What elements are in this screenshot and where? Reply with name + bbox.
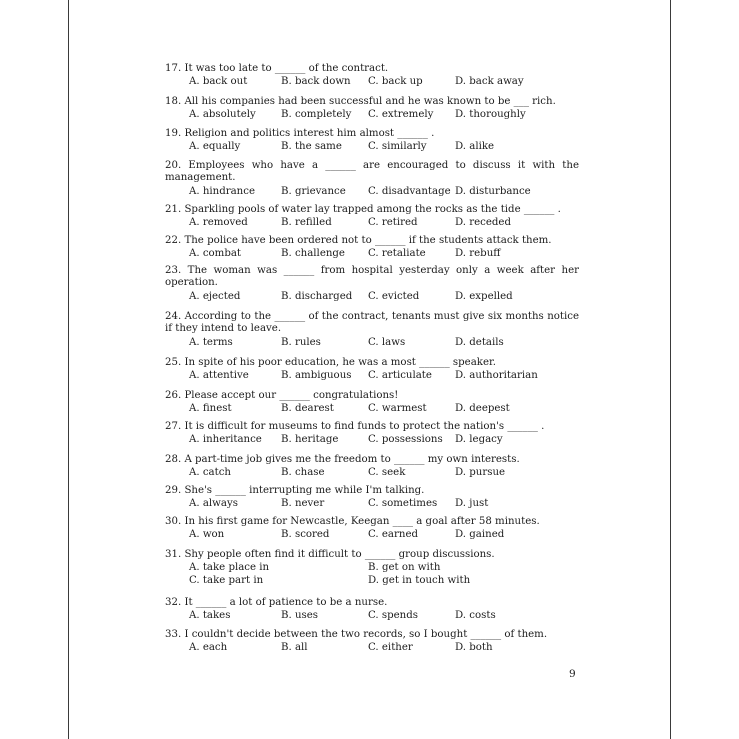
answer-option: D. get in touch with xyxy=(368,575,471,586)
answer-option: D. alike xyxy=(455,141,495,152)
question-stem: 33. I couldn't decide between the two records, so I bought ______ of them. xyxy=(165,629,548,640)
answer-option: C. sometimes xyxy=(368,498,438,509)
answer-option: A. terms xyxy=(189,337,233,348)
answer-option: A. inheritance xyxy=(189,434,262,445)
answer-option: C. evicted xyxy=(368,291,420,302)
answer-option: C. similarly xyxy=(368,141,427,152)
answer-option: C. take part in xyxy=(189,575,264,586)
answer-option: B. all xyxy=(281,642,308,653)
answer-option: A. removed xyxy=(189,217,248,228)
question-stem: 30. In his first game for Newcastle, Keegan ____ a goal after 58 minutes. xyxy=(165,516,540,527)
answer-option: A. catch xyxy=(189,467,231,478)
answer-option: C. warmest xyxy=(368,403,427,414)
document-page xyxy=(68,0,671,739)
answer-option: B. rules xyxy=(281,337,321,348)
answer-option: D. gained xyxy=(455,529,505,540)
question-stem: 19. Religion and politics interest him almost ______ . xyxy=(165,128,435,139)
answer-option: A. ejected xyxy=(189,291,241,302)
question-stem: 21. Sparkling pools of water lay trapped among the rocks as the tide ______ . xyxy=(165,204,561,215)
answer-option: C. spends xyxy=(368,610,418,621)
answer-option: A. each xyxy=(189,642,228,653)
answer-option: A. finest xyxy=(189,403,232,414)
answer-option: C. articulate xyxy=(368,370,432,381)
answer-option: B. back down xyxy=(281,76,351,87)
answer-option: B. grievance xyxy=(281,186,346,197)
answer-option: B. heritage xyxy=(281,434,339,445)
question-stem: 27. It is difficult for museums to find funds to protect the nation's ______ . xyxy=(165,421,545,432)
question-stem: 24. According to the ______ of the contract, tenants must give six months notice if they intend to leave. xyxy=(165,311,579,334)
question-stem: 26. Please accept our ______ congratulations! xyxy=(165,390,399,401)
answer-option: A. combat xyxy=(189,248,242,259)
answer-option: A. always xyxy=(189,498,238,509)
question-stem: 17. It was too late to ______ of the contract. xyxy=(165,63,389,74)
question-stem: 20. Employees who have a ______ are encouraged to discuss it with the management. xyxy=(165,160,579,183)
answer-option: B. chase xyxy=(281,467,325,478)
question-list xyxy=(69,0,670,739)
answer-option: D. disturbance xyxy=(455,186,531,197)
answer-option: D. just xyxy=(455,498,489,509)
answer-option: A. take place in xyxy=(189,562,270,573)
answer-option: C. seek xyxy=(368,467,406,478)
answer-option: C. earned xyxy=(368,529,418,540)
question-stem: 18. All his companies had been successful and he was known to be ___ rich. xyxy=(165,96,556,107)
answer-option: D. expelled xyxy=(455,291,513,302)
answer-option: C. back up xyxy=(368,76,423,87)
answer-option: B. uses xyxy=(281,610,319,621)
answer-option: B. the same xyxy=(281,141,342,152)
answer-option: D. details xyxy=(455,337,504,348)
question-stem: 23. The woman was ______ from hospital yesterday only a week after her operation. xyxy=(165,265,579,288)
answer-option: C. extremely xyxy=(368,109,434,120)
answer-option: B. discharged xyxy=(281,291,353,302)
answer-option: C. either xyxy=(368,642,413,653)
answer-option: A. won xyxy=(189,529,225,540)
answer-option: C. possessions xyxy=(368,434,443,445)
answer-option: B. refilled xyxy=(281,217,332,228)
answer-option: D. legacy xyxy=(455,434,503,445)
answer-option: D. back away xyxy=(455,76,524,87)
answer-option: D. costs xyxy=(455,610,496,621)
question-stem: 29. She's ______ interrupting me while I'm talking. xyxy=(165,485,425,496)
answer-option: D. receded xyxy=(455,217,511,228)
answer-option: B. completely xyxy=(281,109,352,120)
question-stem: 28. A part-time job gives me the freedom to ______ my own interests. xyxy=(165,454,520,465)
question-stem: 25. In spite of his poor education, he was a most ______ speaker. xyxy=(165,357,496,368)
answer-option: D. both xyxy=(455,642,493,653)
answer-option: D. rebuff xyxy=(455,248,501,259)
page-number: 9 xyxy=(569,668,576,680)
answer-option: B. ambiguous xyxy=(281,370,352,381)
answer-option: C. retaliate xyxy=(368,248,426,259)
answer-option: B. scored xyxy=(281,529,330,540)
answer-option: B. get on with xyxy=(368,562,441,573)
answer-option: D. authoritarian xyxy=(455,370,538,381)
answer-option: D. pursue xyxy=(455,467,506,478)
answer-option: A. back out xyxy=(189,76,248,87)
answer-option: A. takes xyxy=(189,610,231,621)
answer-option: B. never xyxy=(281,498,325,509)
answer-option: A. hindrance xyxy=(189,186,255,197)
question-stem: 32. It ______ a lot of patience to be a nurse. xyxy=(165,597,388,608)
answer-option: B. dearest xyxy=(281,403,334,414)
answer-option: A. attentive xyxy=(189,370,249,381)
answer-option: A. equally xyxy=(189,141,241,152)
answer-option: D. thoroughly xyxy=(455,109,526,120)
answer-option: D. deepest xyxy=(455,403,510,414)
answer-option: C. laws xyxy=(368,337,406,348)
answer-option: A. absolutely xyxy=(189,109,256,120)
question-stem: 31. Shy people often find it difficult to ______ group discussions. xyxy=(165,549,495,560)
answer-option: C. disadvantage xyxy=(368,186,451,197)
answer-option: B. challenge xyxy=(281,248,345,259)
answer-option: C. retired xyxy=(368,217,418,228)
question-stem: 22. The police have been ordered not to ______ if the students attack them. xyxy=(165,235,552,246)
